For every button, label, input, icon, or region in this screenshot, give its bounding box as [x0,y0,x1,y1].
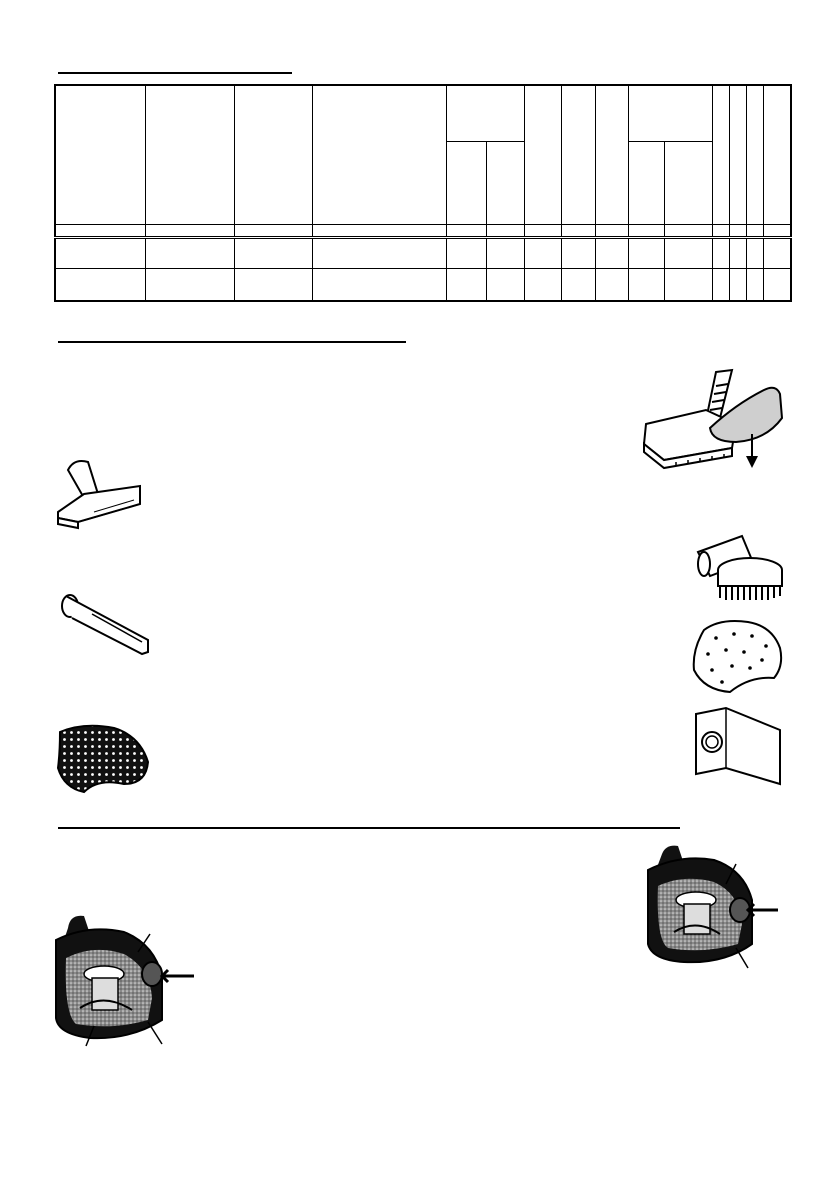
header-sub-cell [628,142,664,225]
header-cell [763,85,791,224]
header-group-cell [628,85,712,142]
dust-bag-icon [692,708,784,788]
header-sub-cell [446,142,486,225]
upholstery-nozzle-icon [54,456,144,532]
header-cell [55,85,145,224]
crevice-nozzle-icon [58,590,154,658]
table-row [55,237,791,268]
header-cell [595,85,628,224]
header-cell [712,85,729,224]
spec-table-spacer-row [55,224,791,237]
section-rule-technical-data [58,72,292,74]
vacuum-cutaway-right-icon [644,844,782,974]
table-row [55,269,791,301]
filter-pad-black-icon [54,722,152,794]
header-cell [234,85,312,224]
header-cell [524,85,561,224]
vacuum-cutaway-left-icon [54,910,204,1050]
header-cell [312,85,446,224]
spec-table [54,84,792,302]
header-group-cell [446,85,524,142]
header-cell [561,85,595,224]
dusting-brush-icon [692,530,786,610]
header-cell [145,85,234,224]
section-rule-motor-protection [58,827,680,829]
filter-pad-icon [690,616,786,696]
floor-nozzle-icon [636,364,786,474]
header-sub-cell [664,142,712,225]
header-sub-cell [486,142,524,225]
spec-table-header-row-1 [55,85,791,142]
header-cell [746,85,763,224]
header-cell [729,85,746,224]
section-rule-accessories [58,341,406,343]
